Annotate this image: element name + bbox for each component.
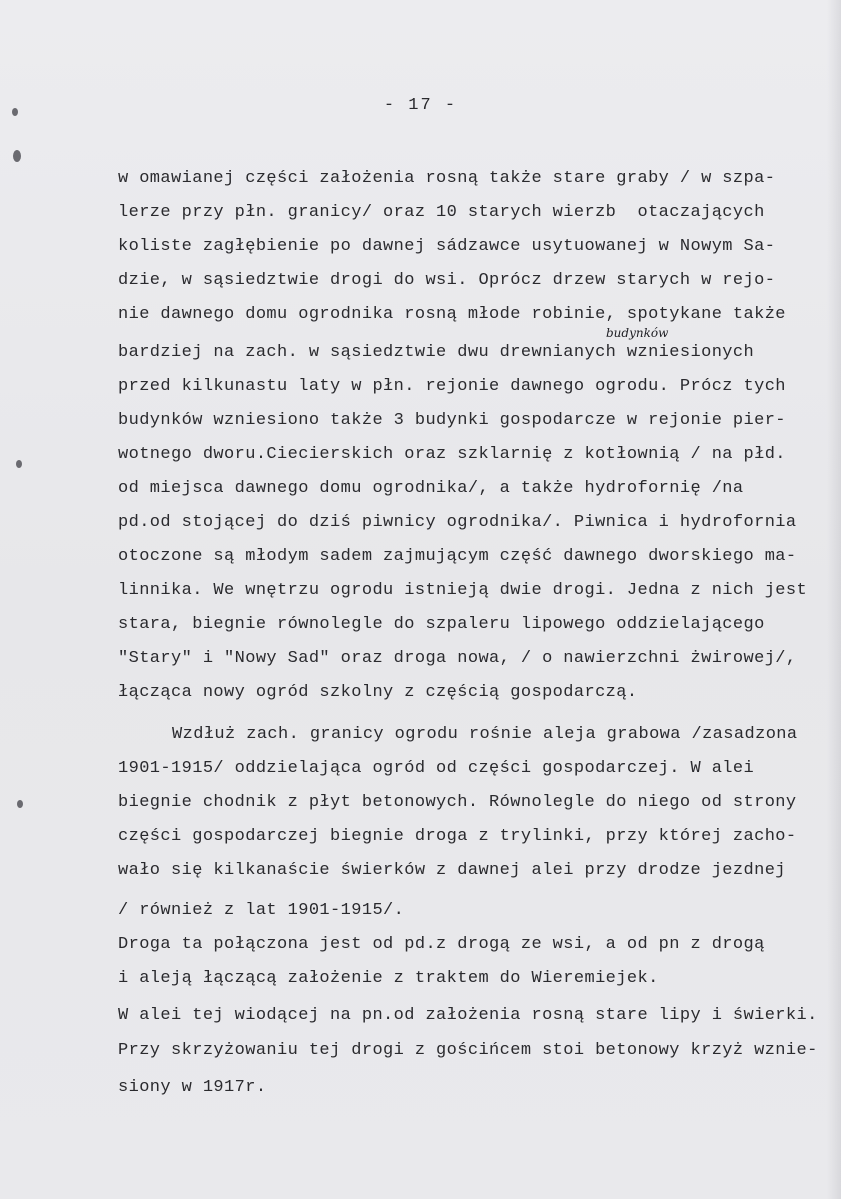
text-line: stara, biegnie równolegle do szpaleru lipowego oddzielającego	[118, 615, 765, 634]
text-line: i aleją łączącą założenie z traktem do Wieremiejek.	[118, 969, 659, 988]
text-line: wotnego dworu.Ciecierskich oraz szklarnię z kotłownią / na płd.	[118, 445, 786, 464]
page-edge-shadow	[827, 0, 841, 1199]
text-line: budynków wzniesiono także 3 budynki gospodarcze w rejonie pier-	[118, 411, 786, 430]
text-line: lerze przy płn. granicy/ oraz 10 starych wierzb otaczających	[118, 203, 765, 222]
text-line: Wzdłuż zach. granicy ogrodu rośnie aleja grabowa /zasadzona	[172, 725, 798, 744]
text-line: 1901-1915/ oddzielająca ogród od części gospodarczej. W alei	[118, 759, 755, 778]
binder-hole-mark	[16, 460, 22, 468]
handwritten-insertion: budynków	[606, 326, 669, 340]
text-line: biegnie chodnik z płyt betonowych. Równolegle do niego od strony	[118, 793, 797, 812]
text-line: siony w 1917r.	[118, 1078, 267, 1097]
text-line: w omawianej części założenia rosną także stare graby / w szpa-	[118, 169, 776, 188]
text-line: dzie, w sąsiedztwie drogi do wsi. Oprócz drzew starych w rejo-	[118, 271, 776, 290]
text-line: wało się kilkanaście świerków z dawnej alei przy drodze jezdnej	[118, 861, 786, 880]
text-line: Droga ta połączona jest od pd.z drogą ze wsi, a od pn z drogą	[118, 935, 765, 954]
text-line: Przy skrzyżowaniu tej drogi z gościńcem stoi betonowy krzyż wznie-	[118, 1041, 818, 1060]
text-line: nie dawnego domu ogrodnika rosną młode robinie, spotykane także	[118, 305, 786, 324]
text-line: bardziej na zach. w sąsiedztwie dwu drewnianych wzniesionych	[118, 343, 755, 362]
text-line: koliste zagłębienie po dawnej sádzawce usytuowanej w Nowym Sa-	[118, 237, 776, 256]
page-number: - 17 -	[383, 96, 458, 115]
text-line: części gospodarczej biegnie droga z trylinki, przy której zacho-	[118, 827, 797, 846]
text-line: / również z lat 1901-1915/.	[118, 901, 405, 920]
text-line: od miejsca dawnego domu ogrodnika/, a także hydrofornię /na	[118, 479, 744, 498]
text-line: łącząca nowy ogród szkolny z częścią gospodarczą.	[118, 683, 638, 702]
text-line: przed kilkunastu laty w płn. rejonie dawnego ogrodu. Prócz tych	[118, 377, 786, 396]
text-line: pd.od stojącej do dziś piwnicy ogrodnika/. Piwnica i hydrofornia	[118, 513, 797, 532]
text-line: linnika. We wnętrzu ogrodu istnieją dwie drogi. Jedna z nich jest	[118, 581, 808, 600]
text-line: W alei tej wiodącej na pn.od założenia rosną stare lipy i świerki.	[118, 1006, 818, 1025]
binder-hole-mark	[17, 800, 23, 808]
text-line: "Stary" i "Nowy Sad" oraz droga nowa, / o nawierzchni żwirowej/,	[118, 649, 797, 668]
text-line: otoczone są młodym sadem zajmującym część dawnego dworskiego ma-	[118, 547, 797, 566]
binder-hole-mark	[13, 150, 21, 162]
